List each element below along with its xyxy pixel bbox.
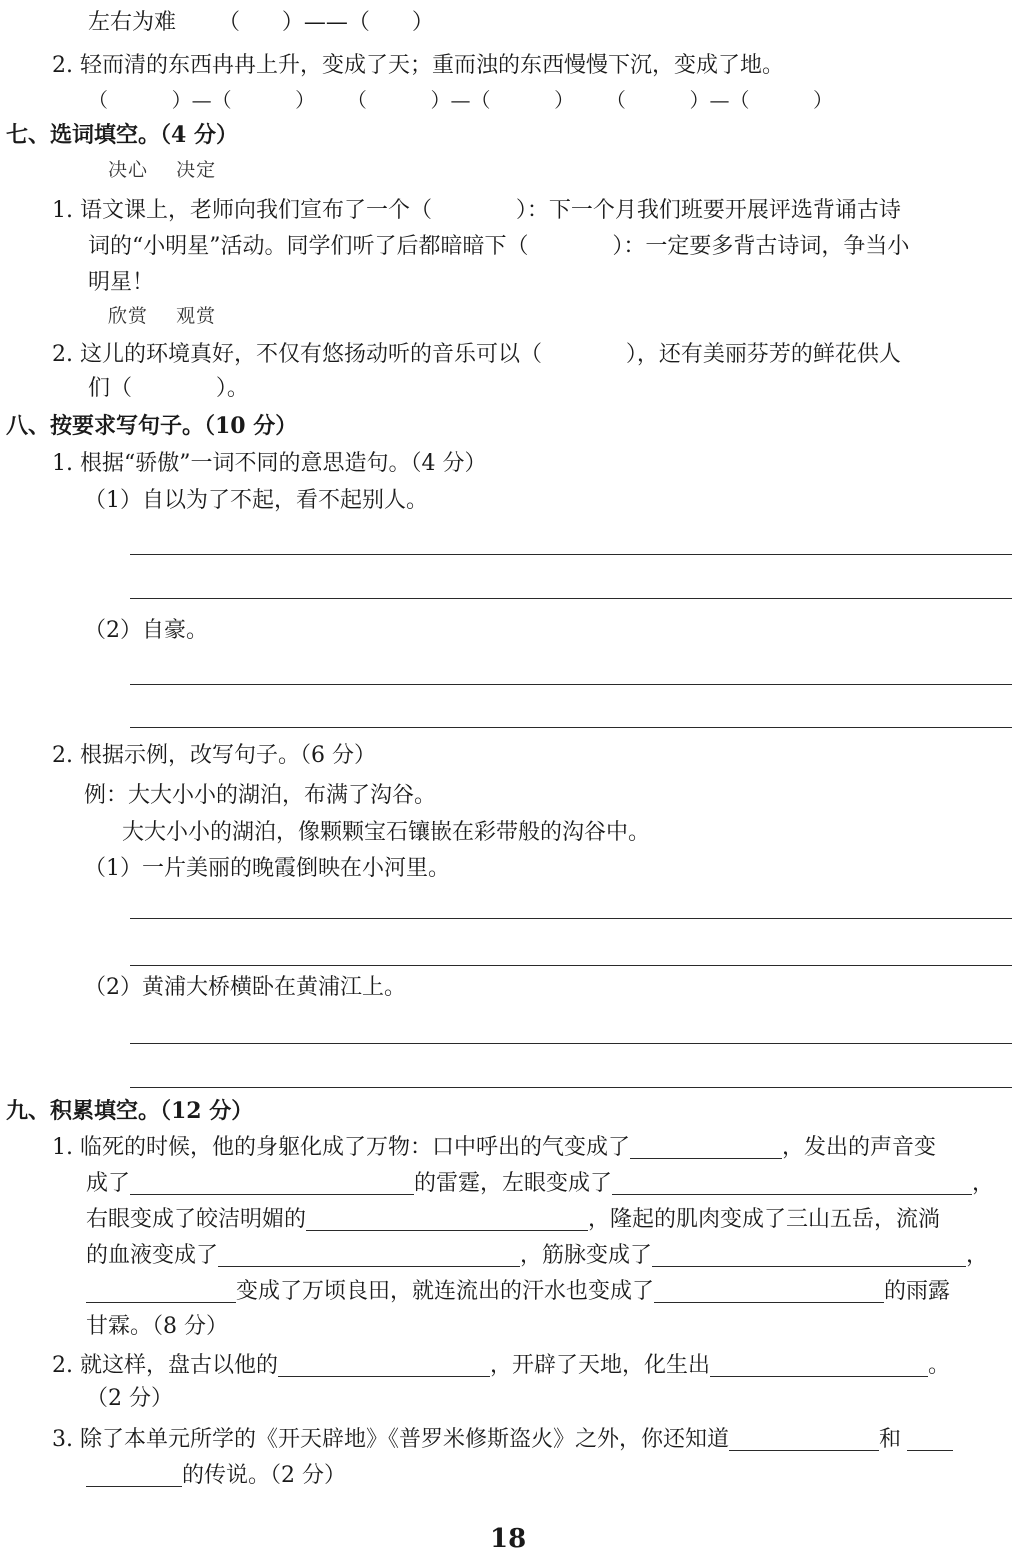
section-8-title: 八、按要求写句子。（10 分） (6, 413, 298, 439)
sec7-q1-line1: 1. 语文课上，老师向我们宣布了一个（ ）：下一个月我们班要开展评选背诵古诗 (52, 198, 901, 223)
section-7-title: 七、选词填空。（4 分） (6, 122, 238, 148)
question-2-text: 2. 轻而清的东西冉冉上升，变成了天；重而浊的东西慢慢下沉，变成了地。 (52, 53, 784, 78)
fill-blank[interactable] (652, 1244, 966, 1267)
answer-line[interactable] (130, 554, 1012, 555)
sec9-q2-l2: （2 分） (86, 1386, 173, 1411)
sec8-q2-a: （1）一片美丽的晚霞倒映在小河里。 (84, 856, 450, 881)
sec7-q2-line2: 们（ ）。 (88, 376, 249, 401)
fill-blank[interactable] (907, 1428, 953, 1451)
fill-blank[interactable] (630, 1136, 782, 1159)
sec9-q1-l2: 成了 的雷霆，左眼变成了 ， (86, 1171, 995, 1196)
sec8-q1-b: （2）自豪。 (84, 618, 208, 643)
example-original: 例：大大小小的湖泊，布满了沟谷。 (84, 783, 437, 808)
answer-line[interactable] (130, 1043, 1012, 1044)
fill-blank[interactable] (612, 1172, 972, 1195)
answer-line[interactable] (130, 965, 1012, 966)
example-rewritten: 大大小小的湖泊，像颗颗宝石镶嵌在彩带般的沟谷中。 (122, 820, 651, 845)
sec9-q1-l1: 1. 临死的时候，他的身躯化成了万物：口中呼出的气变成了 ，发出的声音变 (52, 1135, 937, 1160)
question-2-blanks[interactable]: （ ）—（ ） （ ）—（ ） （ ）—（ ） (88, 88, 834, 112)
section-9-title: 九、积累填空。（12 分） (6, 1098, 254, 1124)
sec8-q1: 1. 根据“骄傲”一词不同的意思造句。（4 分） (52, 451, 487, 476)
word-choice-1: 决心 决定 (108, 159, 217, 181)
sec9-q3-l1: 3. 除了本单元所学的《开天辟地》《普罗米修斯盗火》之外，你还知道 和 (52, 1428, 953, 1451)
sec8-q2: 2. 根据示例，改写句子。（6 分） (52, 743, 376, 768)
word-choice-2: 欣赏 观赏 (108, 305, 217, 327)
sec9-q1-l3: 右眼变成了皎洁明媚的 ，隆起的肌肉变成了三山五岳，流淌 (86, 1207, 941, 1232)
answer-line[interactable] (130, 598, 1012, 599)
page-number: 18 (490, 1524, 527, 1554)
fill-blank[interactable] (710, 1354, 928, 1377)
fill-blank[interactable] (729, 1428, 879, 1451)
fill-blank[interactable] (86, 1280, 236, 1303)
fill-blank[interactable] (278, 1354, 490, 1377)
sec9-q1-l6: 甘霖。（8 分） (86, 1314, 228, 1339)
answer-line[interactable] (130, 918, 1012, 919)
fill-blank[interactable] (86, 1464, 182, 1487)
answer-line[interactable] (130, 727, 1012, 728)
fill-blank[interactable] (218, 1244, 520, 1267)
fill-blank[interactable] (130, 1172, 414, 1195)
sec9-q3-l2: 的传说。（2 分） (86, 1464, 346, 1487)
idiom-pair-row: 左右为难 （ ）——（ ） (88, 10, 434, 35)
sec7-q1-line2: 词的“小明星”活动。同学们听了后都暗暗下（ ）：一定要多背古诗词，争当小 (88, 234, 910, 259)
sec9-q2-l1: 2. 就这样，盘古以他的 ，开辟了天地，化生出 。 (52, 1353, 951, 1378)
sec9-q1-l5: 变成了万顷良田，就连流出的汗水也变成了 的雨露 (86, 1280, 950, 1303)
sec9-q1-l4: 的血液变成了 ，筋脉变成了 ， (86, 1243, 989, 1268)
sec8-q1-a: （1）自以为了不起，看不起别人。 (84, 488, 428, 513)
fill-blank[interactable] (654, 1280, 884, 1303)
answer-line[interactable] (130, 1087, 1012, 1088)
fill-blank[interactable] (306, 1208, 588, 1231)
answer-line[interactable] (130, 684, 1012, 685)
sec7-q2-line1: 2. 这儿的环境真好，不仅有悠扬动听的音乐可以（ ），还有美丽芬芳的鲜花供人 (52, 342, 901, 367)
sec8-q2-b: （2）黄浦大桥横卧在黄浦江上。 (84, 975, 406, 1000)
sec7-q1-line3: 明星！ (88, 270, 155, 295)
